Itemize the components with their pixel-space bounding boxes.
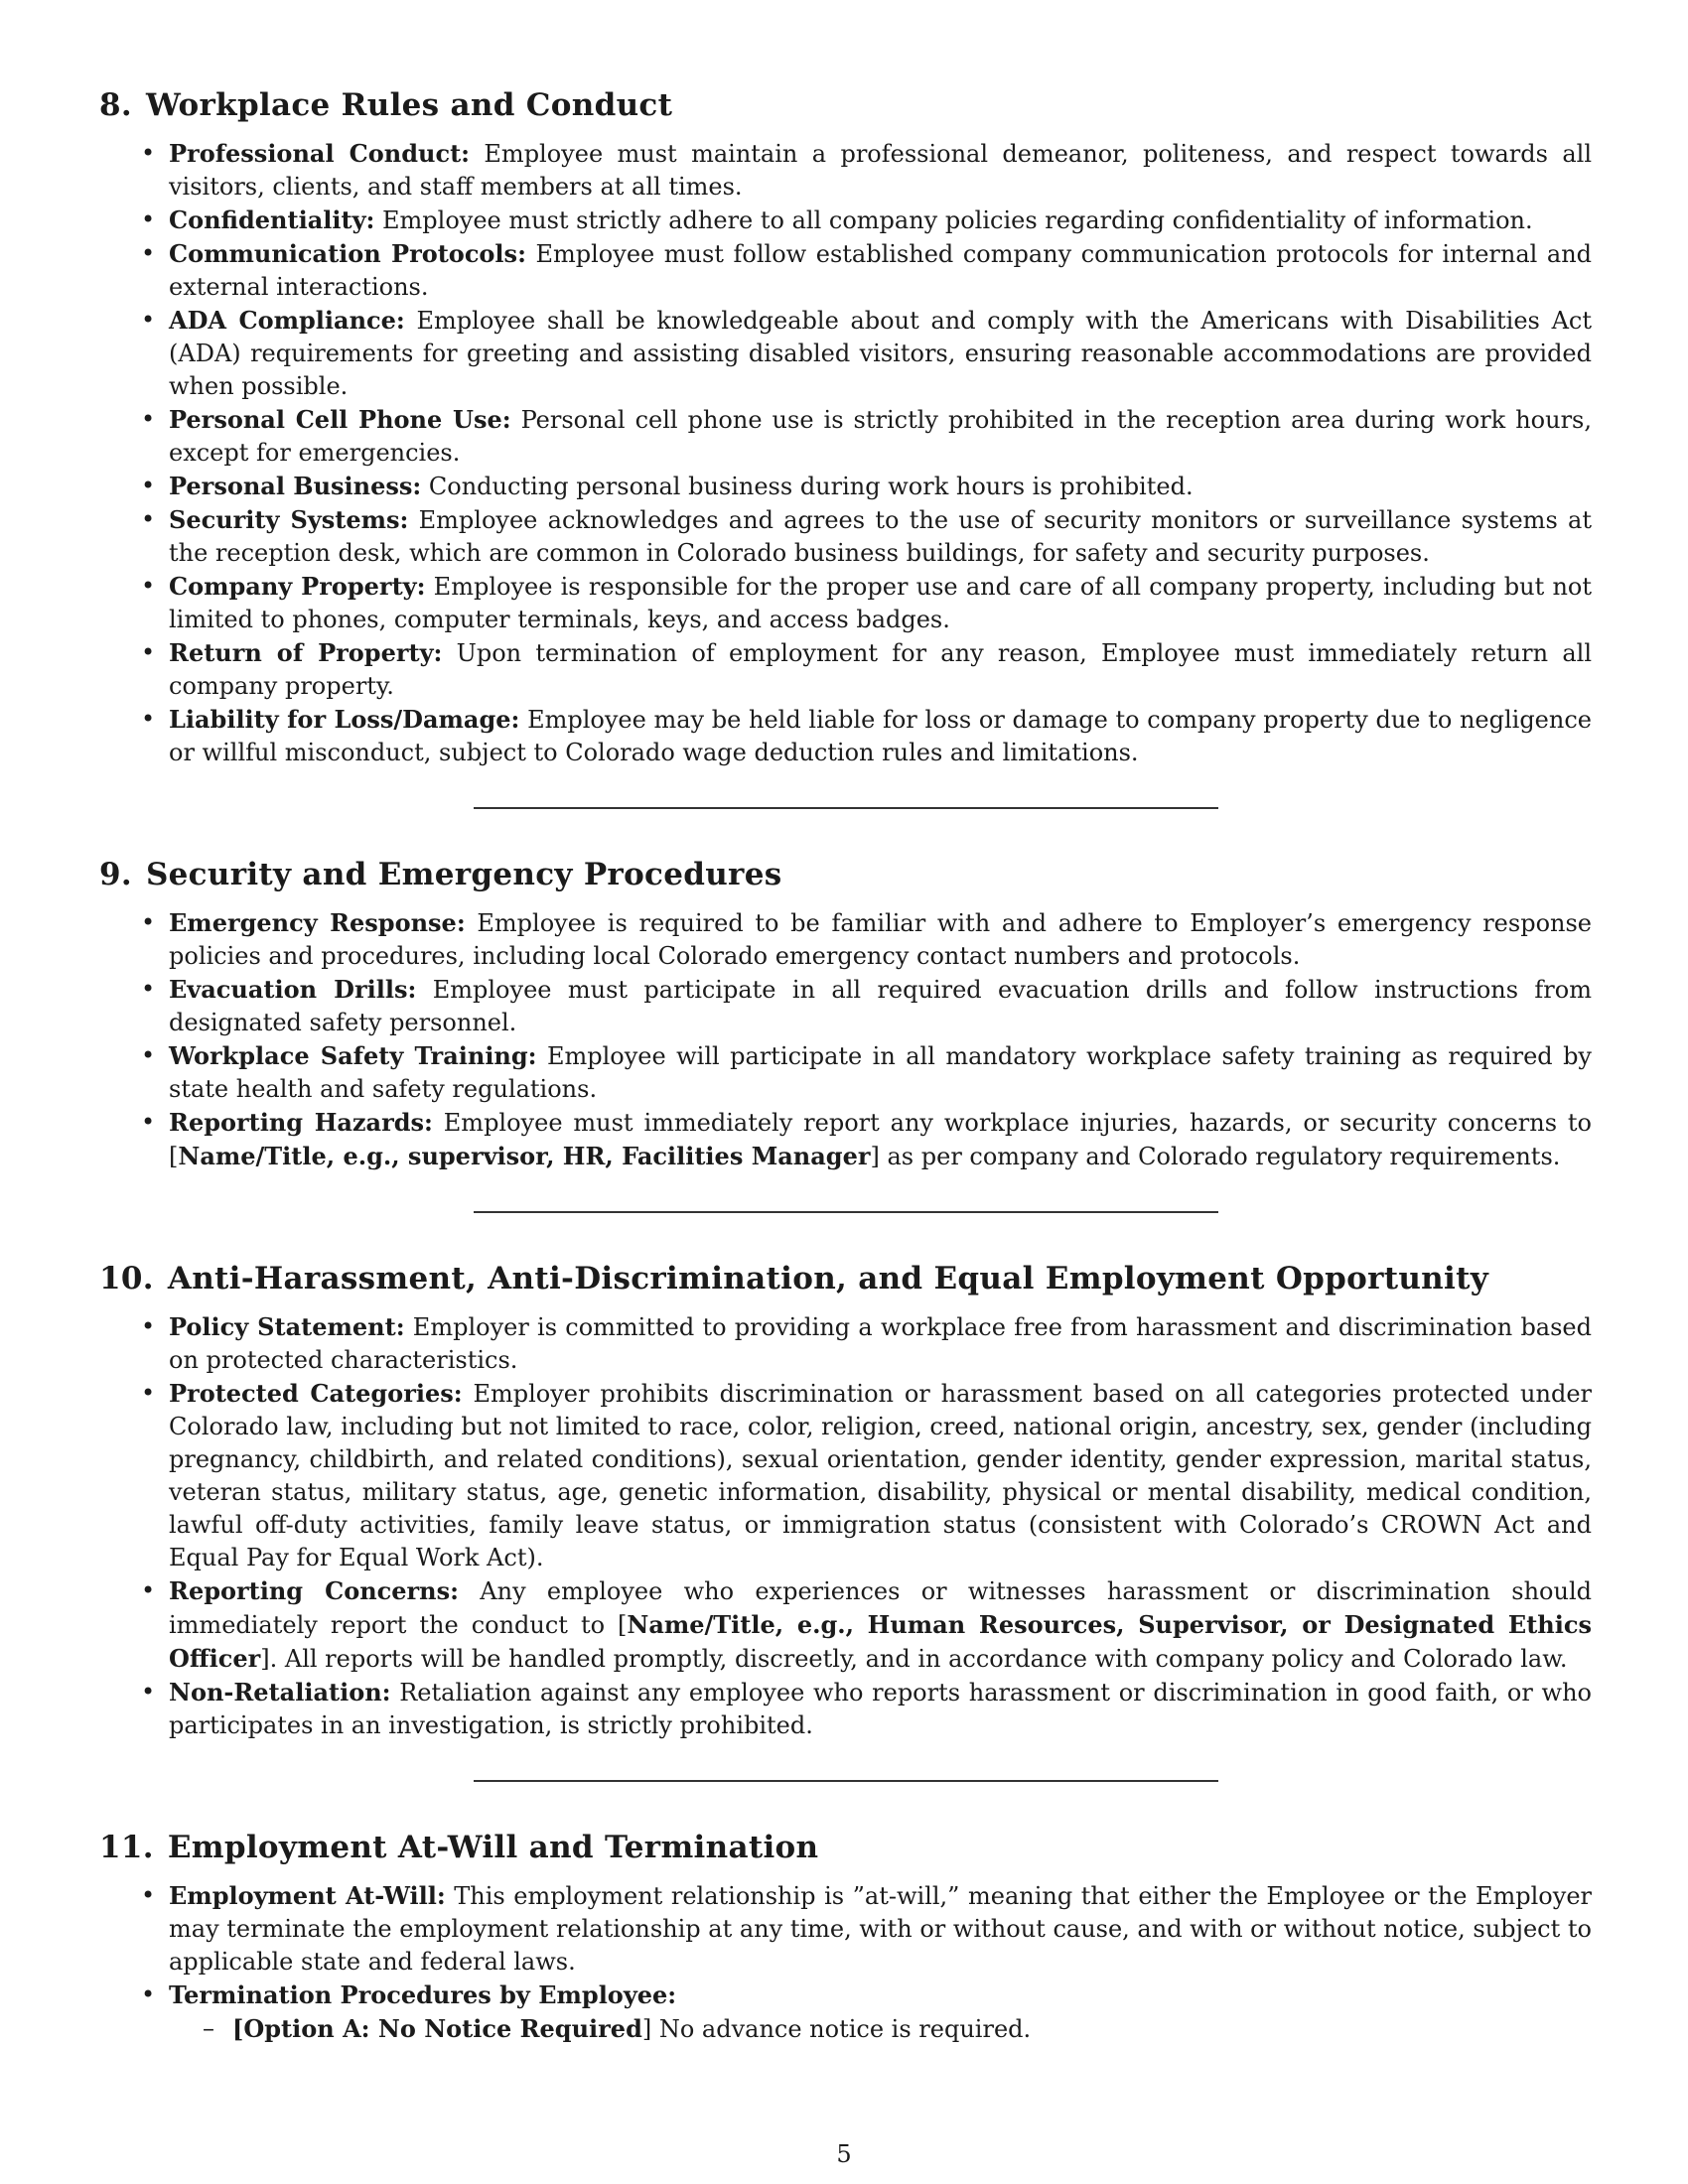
bullet-list [99,1310,1592,1742]
section-10 [99,1261,1592,1742]
document-page [99,87,1592,2046]
section-heading: 8. Workplace Rules and Conduct [99,87,673,123]
bullet-list [99,1879,1592,2046]
bullet-list [99,137,1592,769]
sub-list [169,2012,1592,2046]
list-item: • Personal Cell Phone Use: Personal cell phone use is strictly prohibited in the reception area during work hours, except for emergencies. [169,403,1592,470]
list-item: • Non-Retaliation: Retaliation against any employee who reports harassment or discrimination in good faith, or who participates in an investigation, is strictly prohibited. [169,1676,1592,1742]
list-item: • Personal Business: Conducting personal business during work hours is prohibited. [169,470,1592,503]
section-heading: 9. Security and Emergency Procedures [99,857,782,892]
page-number: 5 [836,2140,852,2168]
list-item: • Evacuation Drills: Employee must participate in all required evacuation drills and follow instructions from designated safety personnel. [169,973,1592,1039]
section-9 [99,857,1592,1173]
section-heading: 10. Anti-Harassment, Anti-Discrimination, and Equal Employment Opportunity [99,1261,1489,1297]
section-11 [99,1830,1592,2046]
list-item: • Company Property: Employee is responsible for the proper use and care of all company property, including but not limited to phones, computer terminals, keys, and access badges. [169,570,1592,636]
list-item: • Reporting Concerns: Any employee who experiences or witnesses harassment or discrimination should immediately report the conduct to [Name/Title, e.g., Human Resources, Supervisor, or Designated Ethics Officer]. All reports will be handled promptly, discreetly, and in accordance with company policy and Colorado law. [169,1574,1592,1676]
bullet-list [99,906,1592,1173]
list-item: • Security Systems: Employee acknowledges and agrees to the use of security monitors or surveillance systems at the reception desk, which are common in Colorado business buildings, for safety and security purposes. [169,503,1592,570]
list-item: • Confidentiality: Employee must strictly adhere to all company policies regarding confidentiality of information. [169,204,1592,237]
list-item: • Termination Procedures by Employee: – [Option A: No Notice Required] No advance notice is required. [169,1979,1592,2046]
list-item: • Liability for Loss/Damage: Employee may be held liable for loss or damage to company property due to negligence or willful misconduct, subject to Colorado wage deduction rules and limitations. [169,703,1592,769]
list-item: • Return of Property: Upon termination of employment for any reason, Employee must immediately return all company property. [169,636,1592,703]
sub-list-item: – [Option A: No Notice Required] No advance notice is required. [232,2012,1592,2046]
list-item: • Emergency Response: Employee is required to be familiar with and adhere to Employer’s emergency response policies and procedures, including local Colorado emergency contact numbers and protocols. [169,906,1592,973]
list-item: • Policy Statement: Employer is committed to providing a workplace free from harassment and discrimination based on protected characteristics. [169,1310,1592,1377]
section-heading: 11. Employment At-Will and Termination [99,1830,819,1865]
list-item: • Reporting Hazards: Employee must immediately report any workplace injuries, hazards, or security concerns to [Name/Title, e.g., supervisor, HR, Facilities Manager] as per company and Colorado regulatory requirements. [169,1106,1592,1173]
list-item: • Professional Conduct: Employee must maintain a professional demeanor, politeness, and respect towards all visitors, clients, and staff members at all times. [169,137,1592,204]
list-item: • Employment At-Will: This employment relationship is ”at-will,” meaning that either the Employee or the Employer may terminate the employment relationship at any time, with or without cause, and with or without notice, subject to applicable state and federal laws. [169,1879,1592,1979]
list-item: • Workplace Safety Training: Employee will participate in all mandatory workplace safety training as required by state health and safety regulations. [169,1039,1592,1106]
list-item: • Communication Protocols: Employee must follow established company communication protocols for internal and external interactions. [169,237,1592,304]
list-item: • Protected Categories: Employer prohibits discrimination or harassment based on all categories protected under Colorado law, including but not limited to race, color, religion, creed, national origin, ancestry, sex, gender (including pregnancy, childbirth, and related conditions), sexual orientation, gender identity, gender expression, marital status, veteran status, military status, age, genetic information, disability, physical or mental disability, medical condition, lawful off-duty activities, family leave status, or immigration status (consistent with Colorado’s CROWN Act and Equal Pay for Equal Work Act). [169,1377,1592,1574]
section-8 [99,87,1592,769]
list-item: • ADA Compliance: Employee shall be knowledgeable about and comply with the Americans with Disabilities Act (ADA) requirements for greeting and assisting disabled visitors, ensuring reasonable accommodations are provided when possible. [169,304,1592,403]
